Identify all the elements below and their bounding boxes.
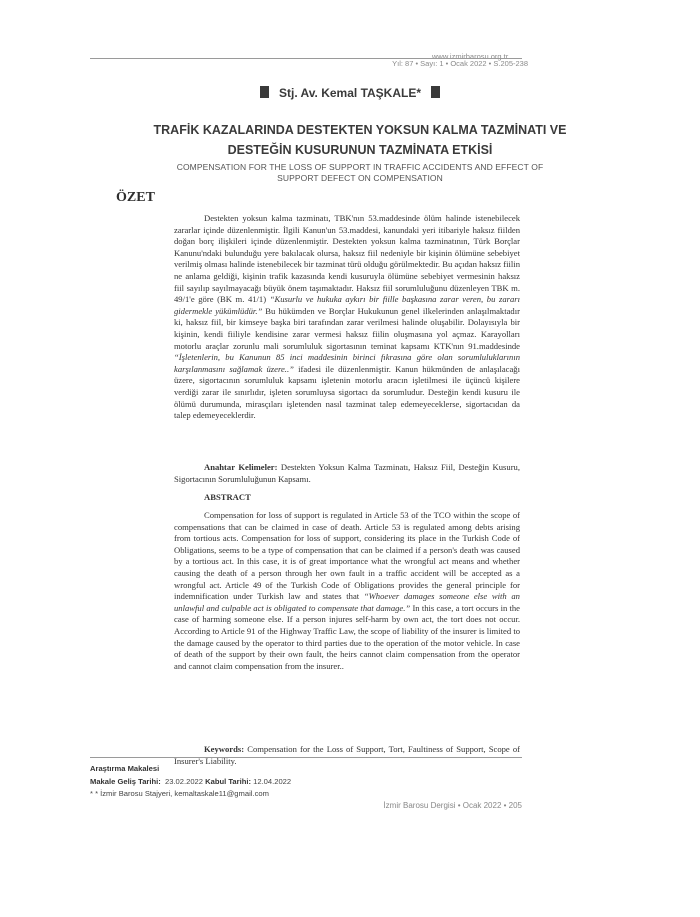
article-info <box>90 763 291 801</box>
keywords-tr <box>174 462 520 485</box>
author-marker-left <box>260 86 269 98</box>
abstract-heading: ABSTRACT <box>204 492 251 502</box>
issue-meta: Yıl: 87 • Sayı: 1 • Ocak 2022 • S.205-238 <box>392 59 528 68</box>
abstract-quote: “Whoever damages someone else with an unlawful and culpable act is obligated to compensate that damage.” <box>174 591 520 613</box>
english-title-line-2: SUPPORT DEFECT ON COMPENSATION <box>277 173 443 183</box>
ozet-text-2: Bu hükümden ve Borçlar Hukukunun genel ilkelerinden anlaşılmaktadır ki, haksız fiil, bir kimseye başka biri tarafından zarar verilmesi halinde oluşabilir. Dolayısıyla bir kişinin, kendi fiiliyle kendisine zarar vermesi haksız fiilin oluşmasına yol açmaz. Karayolları motorlu araçlar zorunlu mali sorumluluk sigortasının teminat kapsamı KTK'nın 91.maddesinde <box>174 305 520 351</box>
ozet-quote-2: “İşletenlerin, bu Kanunun 85 inci maddesinin birinci fıkrasına göre olan sorumluluklarının karşılanmasını sağlamak üzere..” <box>174 352 520 374</box>
journal-url: www.izmirbarosu.org.tr <box>432 52 509 61</box>
title-line-1: TRAFİK KAZALARINDA DESTEKTEN YOKSUN KALMA TAZMİNATI VE <box>153 123 567 137</box>
page-footer: İzmir Barosu Dergisi • Ocak 2022 • 205 <box>383 801 522 810</box>
received-date: 23.02.2022 <box>165 776 204 786</box>
abstract-paragraph <box>174 510 520 672</box>
author-line <box>0 86 700 100</box>
article-title <box>60 120 660 160</box>
ozet-paragraph <box>174 213 520 422</box>
ozet-text-1: Destekten yoksun kalma tazminatı, TBK'nın 53.maddesinde ölüm halinde istenebilecek zararlar içinde düzenlenmiştir. İlgili Kanun'un 53.maddesi, kanundaki yeri itibariyle haksız fiilden doğan borç ilişkileri içinde düzenlenmiştir. Destekten yoksun kalma tazminatının, Türk Borçlar Kanunu'ndaki bulunduğu yere bakılacak olursa, haksız fiil nedeniyle bir kişinin ölümüne sebebiyet verilmiş olması halinde istenebilecek bir tazminat türü olduğu görülmektedir. Bu açıdan haksız fiilin ne anlama geldiği, kişinin trafik kazasında kendi kusuruyla ölümüne sebebiyet vermesinin haksız fiil sayılıp sayılmayacağı büyük önem taşımaktadır. Haksız fiil sorumluluğunu düzenleyen TBK m. 49/1'e göre (BK m. 41/1) <box>174 213 520 305</box>
accepted-date: 12.04.2022 <box>253 776 292 786</box>
footer-rule <box>90 757 522 758</box>
accepted-label: Kabul Tarihi: <box>205 776 251 786</box>
keywords-tr-label: Anahtar Kelimeler: <box>204 462 278 472</box>
author-name: Stj. Av. Kemal TAŞKALE* <box>278 86 422 100</box>
keywords-en-label: Keywords: <box>204 744 245 754</box>
received-label: Makale Geliş Tarihi: <box>90 776 161 786</box>
author-marker-right <box>431 86 440 98</box>
article-type: Araştırma Makalesi <box>90 764 160 773</box>
keywords-tr-text: Destekten Yoksun Kalma Tazminatı, Haksız Fiil, Desteğin Kusuru, Sigortacının Sorumluluğunun Kapsamı. <box>174 462 520 484</box>
ozet-quote-1: “Kusurlu ve hukuka aykırı bir fiille başkasına zarar veren, bu zararı gidermekle yükümlüdür.” <box>174 294 520 316</box>
english-title <box>60 162 660 184</box>
ozet-text-3: ifadesi ile düzenlenmiştir. Kanun hükmünden de anlaşılacağı üzere, sigortacının sorumluluk kapsamı işletenin motorlu aracın işletilmesi ile üçüncü kişilere verdiği zarar ile sınırlıdır, işleten sorumluysa sigortacı da sorumludur. Desteğin kendi kusuru ile ölümü durumunda, mirasçıları işletenden nasıl tazminat talep edemeyeceklerse, sigortacıdan da talep edemeyeceklerdir. <box>174 363 520 421</box>
abstract-text-1: Compensation for loss of support is regulated in Article 53 of the TCO within the scope of compensations that can be claimed in case of death. Article 53 is regulated among debts arising from tortious acts. Compensation for loss of support, considering its place in the Turkish Code of Obligations, seems to be a type of compensation that can be claimed if a person's death was caused by a tortious act. In this case, it is of great importance what the wrongful act means and whether causing the death of a person through her own fault in a traffic accident will be accepted as a wrongful act. Article 49 of the Turkish Code of Obligations provides the general principle for indemnification under Turkish law and states that <box>174 510 520 602</box>
keywords-en-text: Compensation for the Loss of Support, Tort, Faultiness of Support, Scope of Insurer's Liability. <box>174 744 520 766</box>
title-line-2: DESTEĞİN KUSURUNUN TAZMİNATA ETKİSİ <box>227 143 493 157</box>
abstract-text-2: In this case, a tort occurs in the case of harming someone else. If a person injures self-harm by own act, the tort does not occur. According to Article 91 of the Highway Traffic Law, the scope of liability of the insurer is limited to the damage caused by the operator to third parties due to the operation of the motor vehicle. In case of death of the support by their own fault, the heirs cannot claim compensation from the operator and cannot claim compensation from the insurer.. <box>174 602 520 671</box>
ozet-heading: ÖZET <box>116 190 155 205</box>
english-title-line-1: COMPENSATION FOR THE LOSS OF SUPPORT IN TRAFFIC ACCIDENTS AND EFFECT OF <box>176 162 544 172</box>
author-note: * * İzmir Barosu Stajyeri, kemaltaskale11@gmail.com <box>90 789 269 798</box>
